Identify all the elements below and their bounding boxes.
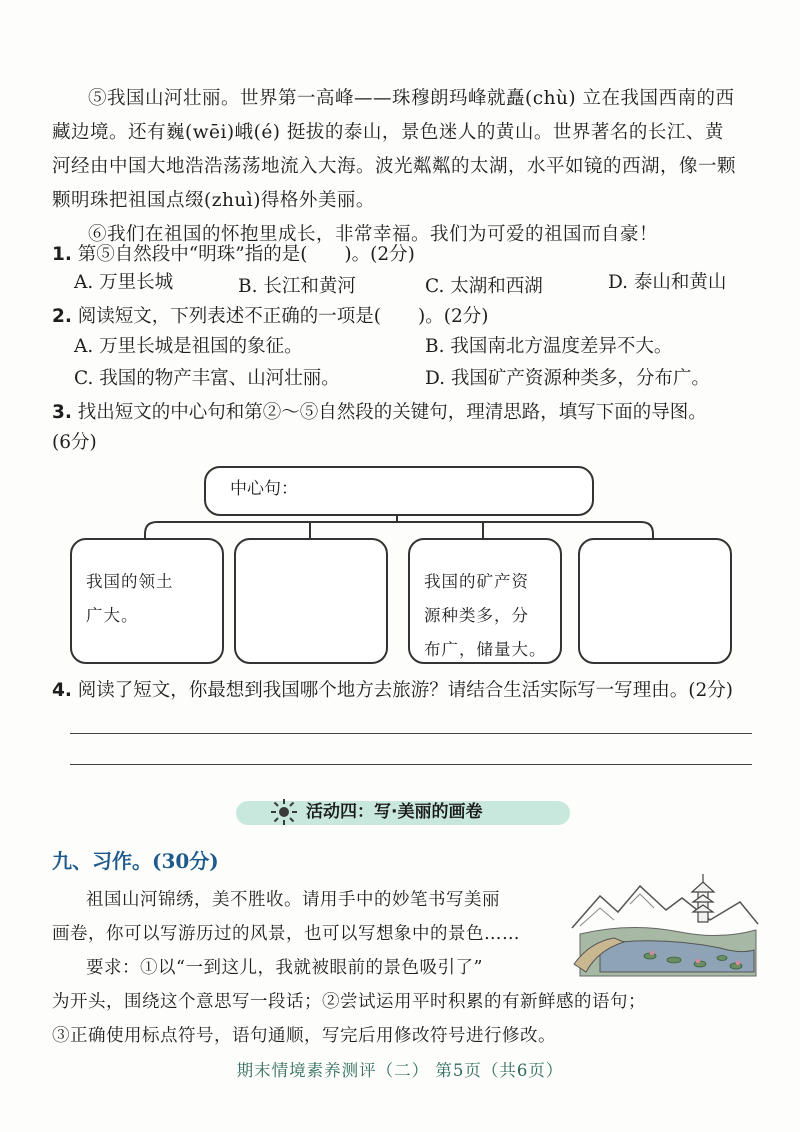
key-sentence-line: 我国的矿产资 bbox=[424, 572, 529, 591]
question-text: 第⑤自然段中“明珠”指的是( )。(2分) bbox=[77, 244, 415, 265]
section-nine-title: 九、习作。(30分) bbox=[52, 849, 219, 873]
key-sentence-line: 广大。 bbox=[86, 606, 139, 625]
question-number: 1. bbox=[52, 244, 72, 265]
question-number: 4. bbox=[52, 680, 72, 701]
q1-option-c[interactable]: C. 太湖和西湖 bbox=[425, 276, 543, 297]
passage-line: ⑤我国山河壮丽。世界第一高峰——珠穆朗玛峰就矗(chù) 立在我国西南的西 bbox=[88, 88, 735, 109]
landscape-illustration bbox=[570, 868, 760, 978]
writing-prompt-line: 画卷，你可以写游历过的风景，也可以写想象中的景色…… bbox=[52, 924, 520, 944]
center-sentence-label: 中心句： bbox=[230, 479, 298, 499]
passage-line: ⑥我们在祖国的怀抱里成长，非常幸福。我们为可爱的祖国而自豪！ bbox=[88, 224, 659, 245]
q2-option-b[interactable]: B. 我国南北方温度差异不大。 bbox=[425, 336, 673, 357]
question-text: 阅读短文，下列表述不正确的一项是( )。(2分) bbox=[77, 306, 489, 327]
key-sentence-box-2[interactable] bbox=[234, 538, 388, 664]
question-4 bbox=[52, 676, 733, 706]
q1-option-a[interactable]: A. 万里长城 bbox=[74, 272, 174, 293]
key-sentence-text bbox=[424, 565, 550, 667]
q1-option-d[interactable]: D. 泰山和黄山 bbox=[608, 272, 727, 293]
key-sentence-line: 源种类多，分 bbox=[424, 606, 529, 625]
q2-option-d[interactable]: D. 我国矿产资源种类多，分布广。 bbox=[425, 368, 710, 389]
question-text: 阅读了短文，你最想到我国哪个地方去旅游？请结合生活实际写一写理由。(2分) bbox=[77, 680, 734, 701]
key-sentence-line: 布广，储量大。 bbox=[424, 640, 547, 659]
answer-line[interactable] bbox=[70, 764, 752, 765]
page-footer: 期末情境素养测评（二） 第5页（共6页） bbox=[236, 1061, 564, 1080]
writing-prompt-line: 祖国山河锦绣，美不胜收。请用手中的妙笔书写美丽 bbox=[86, 890, 500, 910]
question-number: 2. bbox=[52, 306, 72, 327]
question-number: 3. bbox=[52, 402, 72, 423]
writing-requirement-line: 为开头，围绕这个意思写一段话；②尝试运用平时积累的有新鲜感的语句； bbox=[52, 992, 646, 1012]
sun-icon bbox=[270, 798, 298, 826]
passage-line: 颗明珠把祖国点缀(zhuì)得格外美丽。 bbox=[52, 190, 375, 211]
q1-option-b[interactable]: B. 长江和黄河 bbox=[238, 276, 356, 297]
question-3-score: (6分) bbox=[52, 432, 97, 453]
connector-line bbox=[145, 522, 653, 538]
writing-requirement-line: 要求：①以“一到这儿，我就被眼前的景色吸引了” bbox=[86, 958, 483, 978]
key-sentence-box-4[interactable] bbox=[578, 538, 732, 664]
answer-line[interactable] bbox=[70, 733, 752, 734]
center-sentence-box[interactable] bbox=[204, 466, 594, 516]
q2-option-c[interactable]: C. 我国的物产丰富、山河壮丽。 bbox=[74, 368, 340, 389]
key-sentence-line: 我国的领土 bbox=[86, 572, 174, 591]
key-sentence-box-1[interactable] bbox=[70, 538, 224, 664]
question-text: 找出短文的中心句和第②～⑤自然段的关键句，理清思路，填写下面的导图。 bbox=[77, 402, 707, 423]
activity-title: 活动四：写·美丽的画卷 bbox=[306, 802, 483, 822]
passage-line: 河经由中国大地浩浩荡荡地流入大海。波光粼粼的太湖，水平如镜的西湖，像一颗 bbox=[52, 156, 737, 177]
q2-option-a[interactable]: A. 万里长城是祖国的象征。 bbox=[74, 336, 303, 357]
key-sentence-box-3[interactable] bbox=[408, 538, 562, 664]
writing-requirement-line: ③正确使用标点符号，语句通顺，写完后用修改符号进行修改。 bbox=[52, 1026, 556, 1046]
passage-line: 藏边境。还有巍(wēi)峨(é) 挺拔的泰山，景色迷人的黄山。世界著名的长江、黄 bbox=[52, 122, 724, 143]
key-sentence-text bbox=[86, 565, 212, 633]
